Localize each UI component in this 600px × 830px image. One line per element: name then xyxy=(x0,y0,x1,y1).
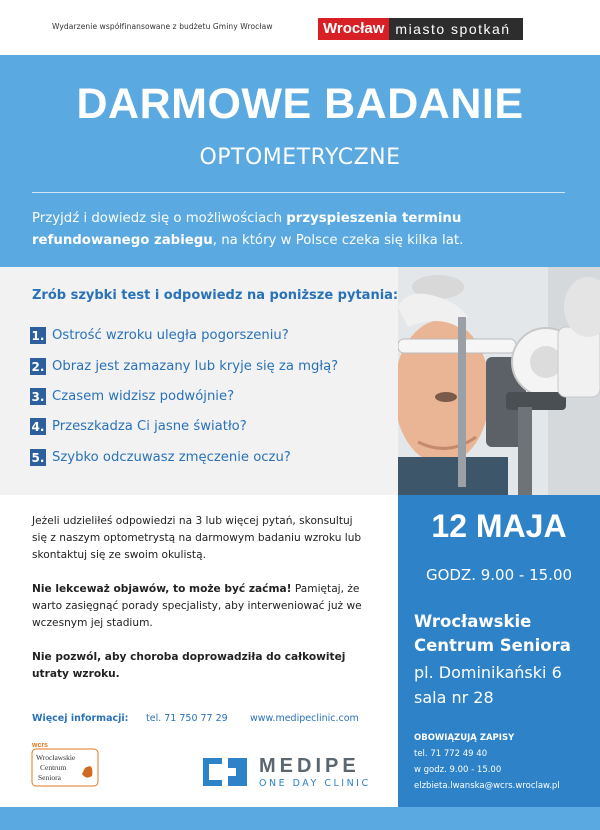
quiz-question xyxy=(30,358,338,375)
medipe-text xyxy=(259,755,371,789)
advice-paragraph-2 xyxy=(32,581,367,632)
advice-paragraph-3 xyxy=(32,649,367,683)
registration-email-link[interactable]: elzbieta.lwanska@wcrs.wroclaw.pl xyxy=(414,781,560,791)
quiz-question xyxy=(30,418,247,435)
intro-text xyxy=(32,208,577,252)
header-divider xyxy=(32,192,565,193)
more-info-label: Więcej informacji: xyxy=(32,713,129,724)
wcrs-logo-graphic xyxy=(30,740,102,788)
question-text: Ostrość wzroku uległa pogorszeniu? xyxy=(52,328,289,343)
wcrs-logo-line-1: Wrocławskie xyxy=(36,753,76,762)
info-website-link[interactable]: www.medipeclinic.com xyxy=(250,713,359,724)
question-number: 2. xyxy=(31,359,45,374)
registration-title: OBOWIĄZUJĄ ZAPISY xyxy=(414,733,515,743)
quiz-question xyxy=(30,388,234,405)
eye-exam-photo xyxy=(398,267,600,495)
cofunding-note: Wydarzenie współfinansowane z budżetu Gminy Wrocław xyxy=(52,22,273,31)
question-text: Przeszkadza Ci jasne światło? xyxy=(52,419,247,434)
medipe-tagline: ONE DAY CLINIC xyxy=(259,778,371,789)
advice-paragraph-2-rest: Pamiętaj, że warto zasięgnąć porady specjalisty, aby interweniować już we wczesnym jej stadium. xyxy=(32,583,362,629)
venue-address-line-1: pl. Dominikański 6 xyxy=(414,663,562,682)
venue-name-line-1: Wrocławskie xyxy=(414,612,532,631)
question-number: 4. xyxy=(31,419,45,434)
question-number: 5. xyxy=(31,450,45,465)
eye-exam-illustration xyxy=(398,267,600,495)
wcrs-logo-small: wcrs xyxy=(32,742,48,749)
advice-warning: Nie lekceważ objawów, to może być zaćma! xyxy=(32,583,292,595)
city-logo-dark-part: miasto spotkań xyxy=(389,18,522,40)
advice-paragraph-1: Jeżeli udzieliłeś odpowiedzi na 3 lub więcej pytań, skonsultuj się z naszym optometrystą na darmowym badaniu wzroku lub skontaktuj się ze swoim okulistą. xyxy=(32,515,362,561)
medipe-logo xyxy=(203,755,371,789)
event-date: 12 MAJA xyxy=(431,508,567,544)
event-hours: GODZ. 9.00 - 15.00 xyxy=(425,566,573,584)
page-title: DARMOWE BADANIE xyxy=(76,80,524,128)
venue-address-line-2: sala nr 28 xyxy=(414,688,494,707)
intro-text-highlight: przyspieszenia terminu refundowanego zabiegu xyxy=(32,211,462,248)
question-text: Obraz jest zamazany lub kryje się za mgłą? xyxy=(52,359,339,374)
quiz-heading: Zrób szybki test i odpowiedz na poniższe pytania: xyxy=(32,288,399,303)
intro-text-a: Przyjdź i dowiedz się o możliwościach xyxy=(32,211,287,226)
page-subtitle: OPTOMETRYCZNE xyxy=(199,145,401,170)
registration-phone-link[interactable]: tel. 71 772 49 40 xyxy=(414,749,488,759)
venue-name-line-2: Centrum Seniora xyxy=(414,636,571,655)
medipe-name: MEDIPE xyxy=(259,755,360,777)
footer-bar xyxy=(0,807,600,830)
info-phone-link[interactable]: tel. 71 750 77 29 xyxy=(146,713,228,724)
quiz-question xyxy=(30,327,289,344)
medipe-cross-icon xyxy=(203,758,247,786)
intro-text-c: , na który w Polsce czeka się kilka lat. xyxy=(212,233,464,248)
registration-hours: w godz. 9.00 - 15.00 xyxy=(414,765,502,775)
wcrs-logo-line-3: Seniora xyxy=(38,773,61,782)
wcrs-logo xyxy=(30,740,102,788)
quiz-question xyxy=(30,449,291,466)
wcrs-logo-line-2: Centrum xyxy=(40,763,67,772)
question-text: Szybko odczuwasz zmęczenie oczu? xyxy=(52,450,291,465)
wroclaw-city-logo xyxy=(318,18,523,40)
question-number: 1. xyxy=(31,328,45,343)
question-number: 3. xyxy=(31,389,45,404)
advice-final-warning: Nie pozwól, aby choroba doprowadziła do całkowitej utraty wzroku. xyxy=(32,651,346,680)
city-logo-red-part: Wrocław xyxy=(318,18,389,40)
advice-text xyxy=(32,513,367,700)
question-text: Czasem widzisz podwójnie? xyxy=(52,389,235,404)
